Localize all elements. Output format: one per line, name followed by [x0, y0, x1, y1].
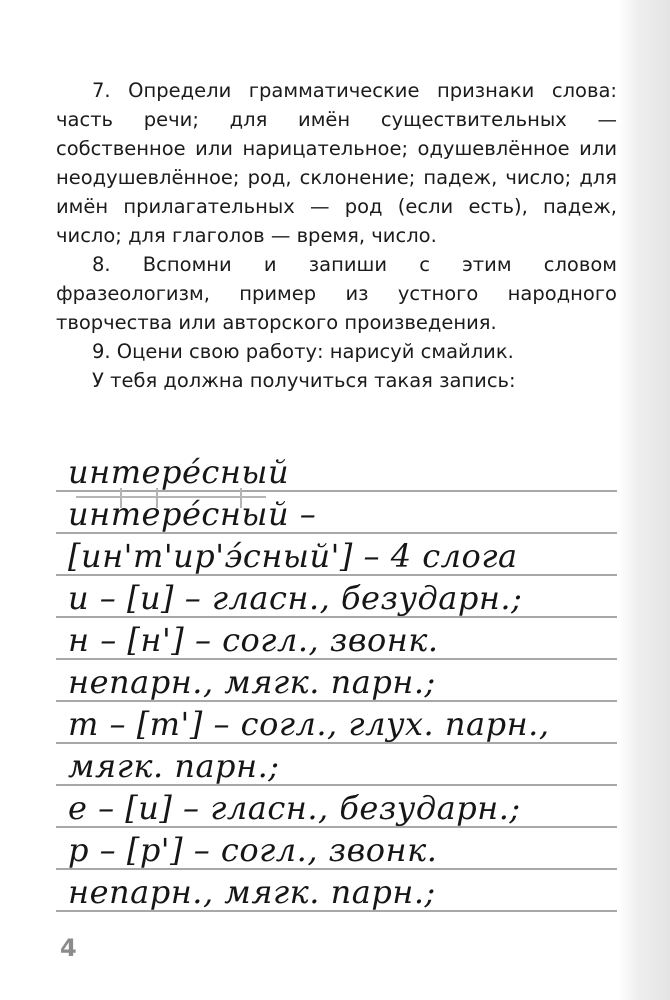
instruction-step-9: 9. Оцени свою работу: нарисуй смайлик. — [92, 340, 514, 363]
instruction-result-heading: У тебя должна получиться такая запись: — [92, 369, 516, 392]
handwritten-line: н – [н'] – согл., звонк. — [68, 621, 439, 659]
handwritten-line: [ин'т'ир'э́сный'] – 4 слога — [68, 537, 518, 575]
handwritten-line: мягк. парн.; — [68, 747, 280, 785]
instruction-step-8: 8. Вспомни и запиши с этим словом фразеологизм, пример из устного народного творчества или авторского произведения. — [56, 253, 617, 334]
handwriting-area — [56, 452, 617, 912]
handwritten-line: р – [р'] – согл., звонк. — [68, 831, 438, 869]
handwritten-line: непарн., мягк. парн.; — [68, 663, 436, 701]
handwritten-line: непарн., мягк. парн.; — [68, 873, 436, 911]
handwritten-line: т – [т'] – согл., глух. парн., — [68, 705, 550, 743]
page-number: 4 — [60, 934, 77, 962]
handwritten-line: интере́сный — [68, 453, 290, 491]
handwritten-line: интере́сный – — [68, 495, 317, 533]
instructions-block — [56, 76, 617, 395]
page-edge-shadow — [618, 0, 670, 1000]
instruction-step-7: 7. Определи грамматические признаки слова: часть речи; для имён существительных — собственное или нарицательное; одушевлённое или неодушевлённое; род, склонение; падеж, число; для имён прилагательных — род (если есть), падеж, число; для глаголов — время, число. — [56, 79, 617, 247]
handwritten-line: е – [и] – гласн., безударн.; — [68, 789, 521, 827]
handwritten-line: и – [и] – гласн., безударн.; — [68, 579, 523, 617]
